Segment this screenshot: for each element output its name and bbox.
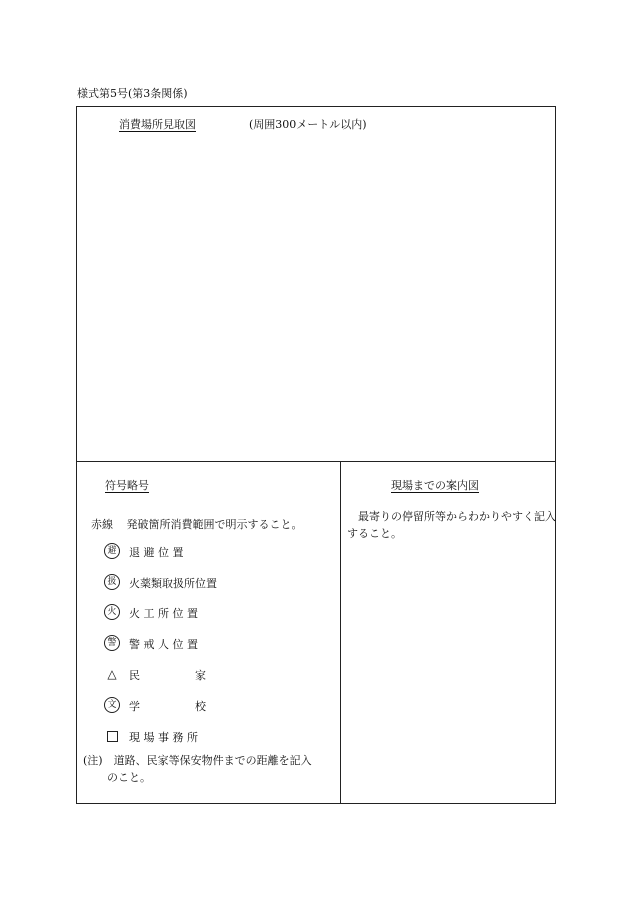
red-line-legend (91, 516, 303, 532)
legend-section (77, 461, 341, 803)
square-icon (107, 731, 118, 742)
legend-item-fire (101, 602, 198, 622)
legend-label: 現 場 事 務 所 (129, 731, 198, 744)
legend-label: 火薬類取扱所位置 (129, 577, 217, 590)
legend-item-guard (101, 633, 198, 653)
evacuation-circle-icon: 避 (104, 543, 120, 559)
legend-label: 学 校 (129, 700, 206, 713)
site-map-title: 消費場所見取図 (119, 118, 196, 131)
note-line-2: のこと。 (107, 771, 151, 784)
legend-item-school (101, 695, 206, 715)
legend-title: 符号略号 (105, 479, 149, 492)
guide-map-section (341, 461, 555, 803)
site-map-section (77, 107, 555, 462)
guide-map-title: 現場までの案内図 (391, 479, 479, 492)
guard-circle-icon: 警 (104, 635, 120, 651)
school-circle-icon: 文 (104, 697, 120, 713)
red-line-text: 発破箇所消費範囲で明示すること。 (126, 518, 303, 531)
legend-item-house (101, 664, 206, 684)
form-number: 様式第5号(第3条関係) (77, 87, 188, 100)
triangle-icon: △ (107, 667, 117, 681)
note-line-1: (注) 道路、民家等保安物件までの距離を記入 (83, 754, 312, 767)
handling-circle-icon: 扱 (104, 574, 120, 590)
legend-label: 退 避 位 置 (129, 546, 184, 559)
guide-map-instruction: 最寄りの停留所等からわかりやすく記入すること。 (347, 510, 556, 540)
legend-item-evacuation (101, 541, 184, 561)
legend-note (83, 752, 339, 786)
legend-label: 火 工 所 位 置 (129, 607, 198, 620)
site-map-note: (周囲300メートル以内) (249, 118, 367, 131)
legend-item-handling (101, 572, 217, 592)
fire-circle-icon: 火 (104, 604, 120, 620)
red-line-key: 赤線 (91, 518, 113, 531)
legend-item-office (101, 726, 198, 746)
legend-label: 警 戒 人 位 置 (129, 638, 198, 651)
form-frame (76, 106, 556, 804)
legend-label: 民 家 (129, 669, 206, 682)
